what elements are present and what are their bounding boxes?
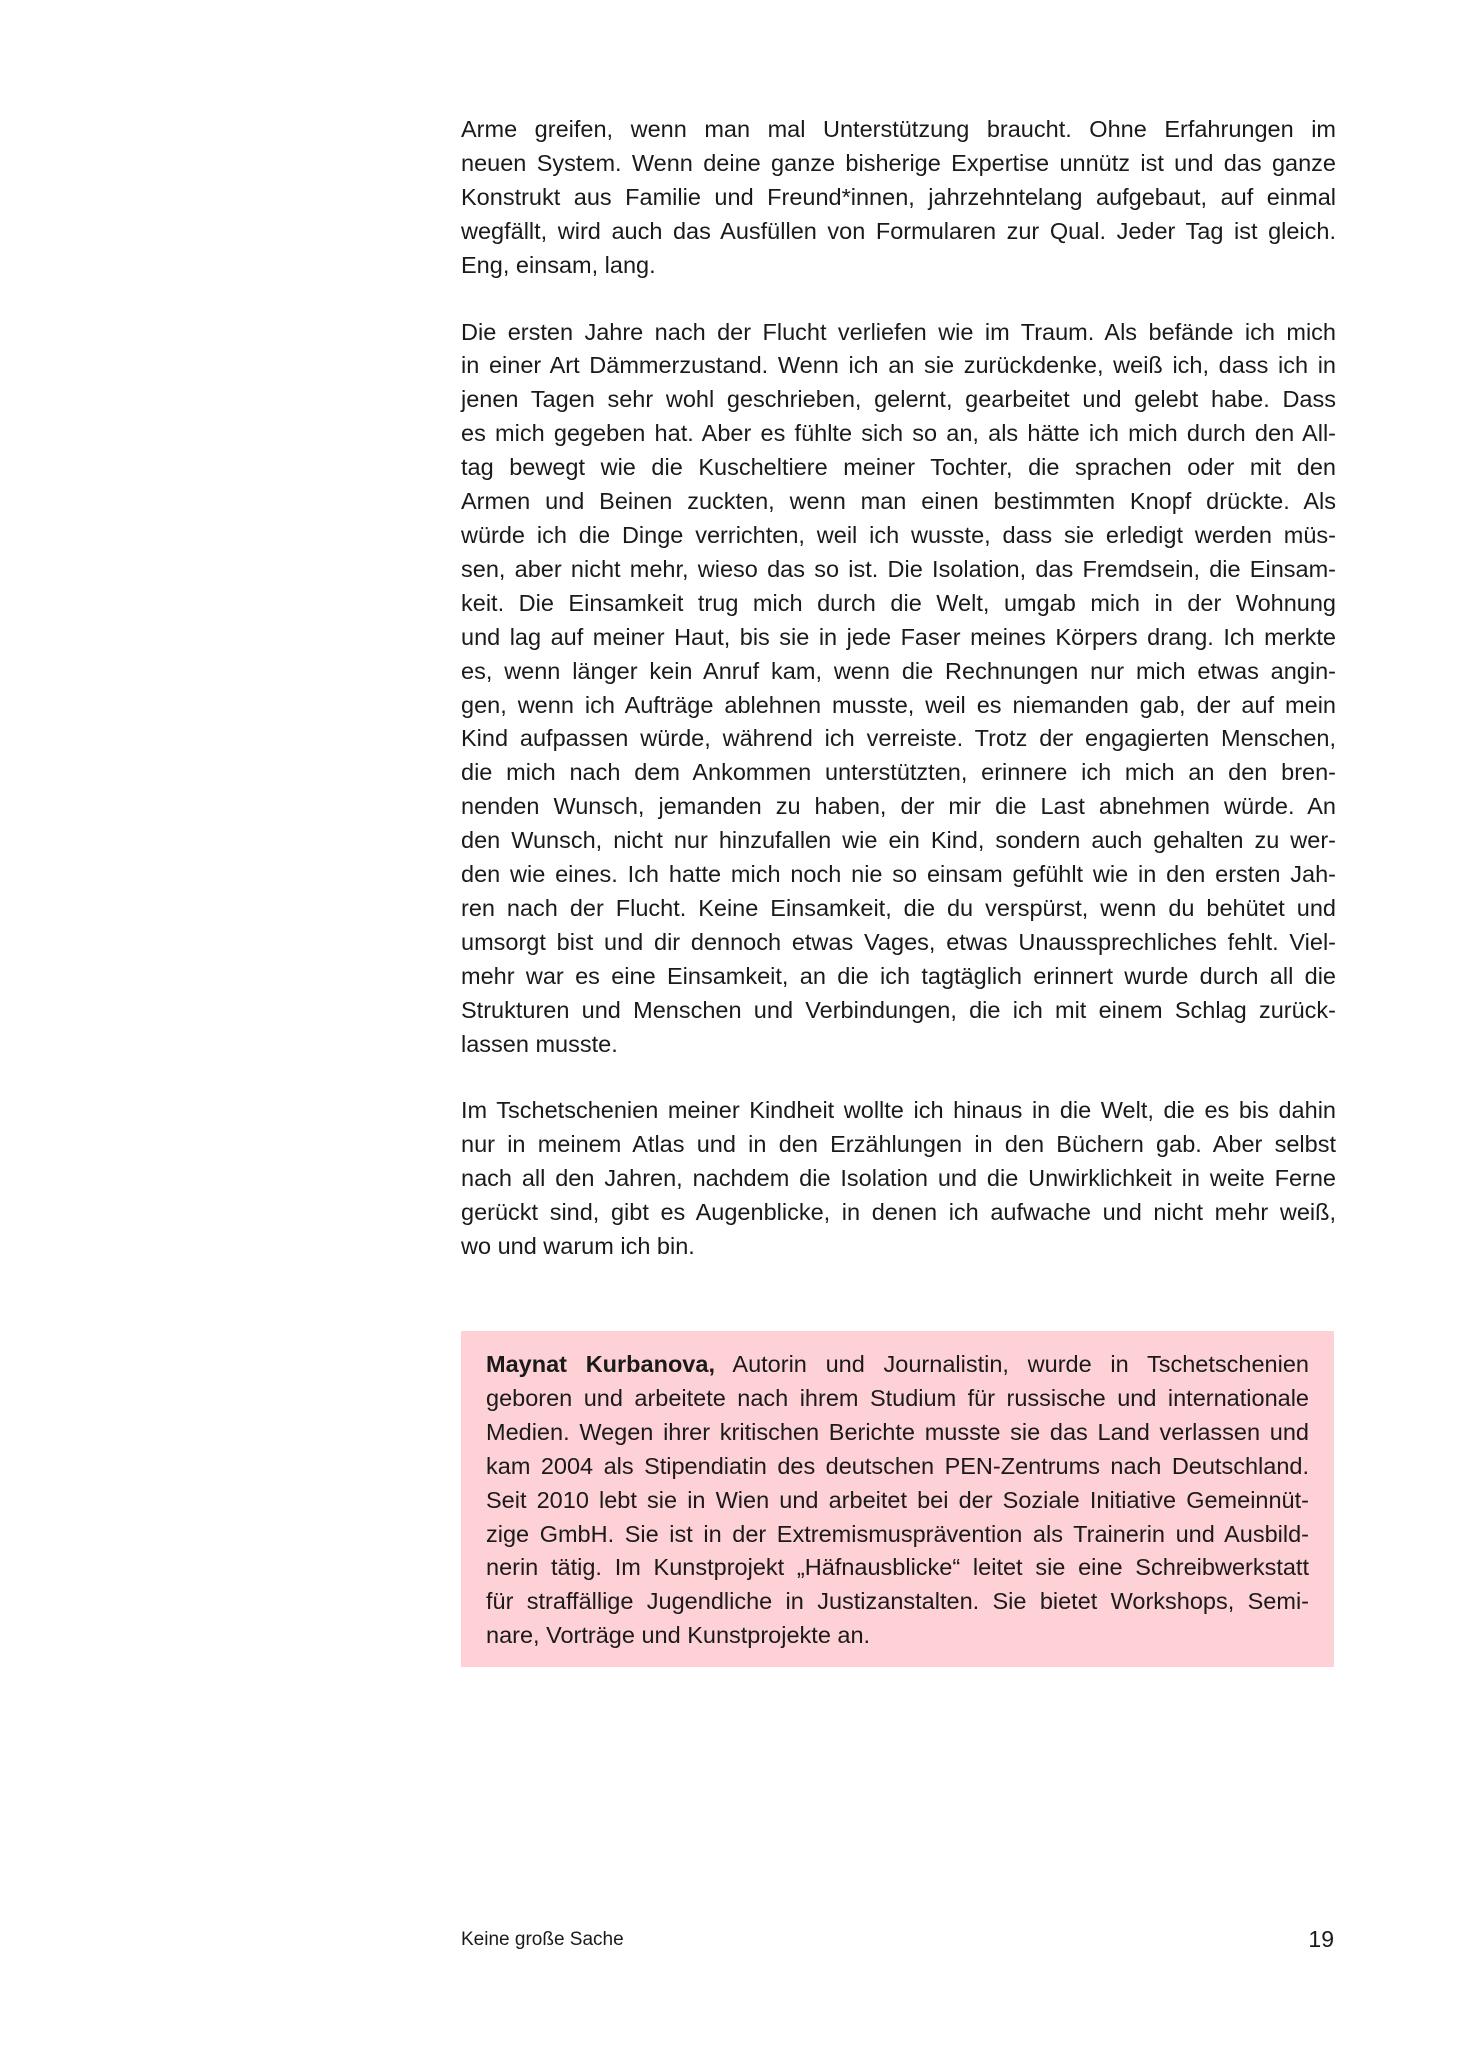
text-line: Arme greifen, wenn man mal Unterstützung braucht. Ohne Erfahrungen im bbox=[461, 116, 1336, 142]
bio-line: nerin tätig. Im Kunstprojekt „Häfnausblicke“ leitet sie eine Schreibwerkstatt bbox=[486, 1554, 1309, 1581]
text-line: jenen Tagen sehr wohl geschrieben, gelernt, gearbeitet und gelebt habe. Dass bbox=[461, 386, 1336, 413]
text-line: nenden Wunsch, jemanden zu haben, der mir die Last abnehmen würde. An bbox=[461, 793, 1336, 820]
page-number: 19 bbox=[1308, 1926, 1334, 1952]
text-line: Konstrukt aus Familie und Freund*innen, jahrzehntelang aufgebaut, auf einmal bbox=[461, 183, 1336, 210]
text-line: es mich gegeben hat. Aber es fühlte sich so an, als hätte ich mich durch den All- bbox=[461, 420, 1336, 447]
text-line: gen, wenn ich Aufträge ablehnen musste, weil es niemanden gab, der auf mein bbox=[461, 691, 1336, 718]
text-line: tag bewegt wie die Kuscheltiere meiner Tochter, die sprachen oder mit den bbox=[461, 454, 1336, 481]
text-line: Die ersten Jahre nach der Flucht verliefen wie im Traum. Als befände ich mich bbox=[461, 318, 1336, 345]
text-line: in einer Art Dämmerzustand. Wenn ich an sie zurückdenke, weiß ich, dass ich in bbox=[461, 352, 1336, 379]
text-line: lassen musste. bbox=[461, 1030, 618, 1057]
bio-line: Seit 2010 lebt sie in Wien und arbeitet bei der Soziale Initiative Gemeinnüt- bbox=[486, 1486, 1309, 1513]
paragraph-1 bbox=[461, 113, 1336, 283]
author-bio-box bbox=[461, 1331, 1334, 1667]
text-line: umsorgt bist und dir dennoch etwas Vages, etwas Unaussprechliches fehlt. Viel- bbox=[461, 928, 1336, 955]
text-line: mehr war es eine Einsamkeit, an die ich tagtäglich erinnert wurde durch all die bbox=[461, 962, 1336, 989]
text-line: und lag auf meiner Haut, bis sie in jede Faser meines Körpers drang. Ich merkte bbox=[461, 623, 1336, 650]
running-footer-title: Keine große Sache bbox=[461, 1929, 624, 1950]
text-line: neuen System. Wenn deine ganze bisherige Expertise unnütz ist und das ganze bbox=[461, 149, 1336, 176]
text-line: den wie eines. Ich hatte mich noch nie so einsam gefühlt wie in den ersten Jah- bbox=[461, 861, 1336, 888]
text-line: den Wunsch, nicht nur hinzufallen wie ein Kind, sondern auch gehalten zu wer- bbox=[461, 827, 1336, 854]
bio-line: für straffällige Jugendliche in Justizanstalten. Sie bietet Workshops, Semi- bbox=[486, 1588, 1309, 1615]
text-line: Strukturen und Menschen und Verbindungen, die ich mit einem Schlag zurück- bbox=[461, 996, 1336, 1023]
text-line: sen, aber nicht mehr, wieso das so ist. Die Isolation, das Fremdsein, die Einsam- bbox=[461, 555, 1336, 582]
text-line: die mich nach dem Ankommen unterstützten, erinnere ich mich an den bren- bbox=[461, 759, 1336, 786]
bio-line: geboren und arbeitete nach ihrem Studium für russische und internationale bbox=[486, 1384, 1309, 1411]
text-line: Armen und Beinen zuckten, wenn man einen bestimmten Knopf drückte. Als bbox=[461, 488, 1336, 515]
text-line: nach all den Jahren, nachdem die Isolation und die Unwirklichkeit in weite Ferne bbox=[461, 1165, 1336, 1192]
text-line: gerückt sind, gibt es Augenblicke, in denen ich aufwache und nicht mehr weiß, bbox=[461, 1199, 1336, 1226]
text-line: wegfällt, wird auch das Ausfüllen von Formularen zur Qual. Jeder Tag ist gleich. bbox=[461, 217, 1336, 244]
text-line: Kind aufpassen würde, während ich verreiste. Trotz der engagierten Menschen, bbox=[461, 725, 1336, 752]
text-line: ren nach der Flucht. Keine Einsamkeit, die du verspürst, wenn du behütet und bbox=[461, 894, 1336, 921]
bio-first-line bbox=[486, 1348, 1309, 1382]
bio-line: nare, Vorträge und Kunstprojekte an. bbox=[486, 1622, 871, 1649]
bio-first-line-text: Autorin und Journalistin, wurde in Tschetschenien bbox=[714, 1351, 1309, 1377]
paragraph-3 bbox=[461, 1094, 1336, 1264]
bio-line: zige GmbH. Sie ist in der Extremismusprävention als Trainerin und Ausbild- bbox=[486, 1520, 1309, 1547]
text-line: Im Tschetschenien meiner Kindheit wollte ich hinaus in die Welt, die es bis dahin bbox=[461, 1097, 1336, 1124]
text-line: es, wenn länger kein Anruf kam, wenn die Rechnungen nur mich etwas angin- bbox=[461, 657, 1336, 684]
bio-line: kam 2004 als Stipendiatin des deutschen PEN-Zentrums nach Deutschland. bbox=[486, 1452, 1309, 1479]
body-text bbox=[461, 113, 1336, 1297]
author-name: Maynat Kurbanova, bbox=[486, 1351, 715, 1377]
text-line: Eng, einsam, lang. bbox=[461, 251, 656, 278]
author-bio-text bbox=[486, 1348, 1309, 1653]
text-line: würde ich die Dinge verrichten, weil ich wusste, dass sie erledigt werden müs- bbox=[461, 521, 1336, 548]
paragraph-2 bbox=[461, 316, 1336, 1062]
text-line: nur in meinem Atlas und in den Erzählungen in den Büchern gab. Aber selbst bbox=[461, 1131, 1336, 1158]
bio-line: Medien. Wegen ihrer kritischen Berichte musste sie das Land verlassen und bbox=[486, 1418, 1309, 1445]
text-line: keit. Die Einsamkeit trug mich durch die Welt, umgab mich in der Wohnung bbox=[461, 589, 1336, 616]
text-line: wo und warum ich bin. bbox=[461, 1233, 695, 1260]
